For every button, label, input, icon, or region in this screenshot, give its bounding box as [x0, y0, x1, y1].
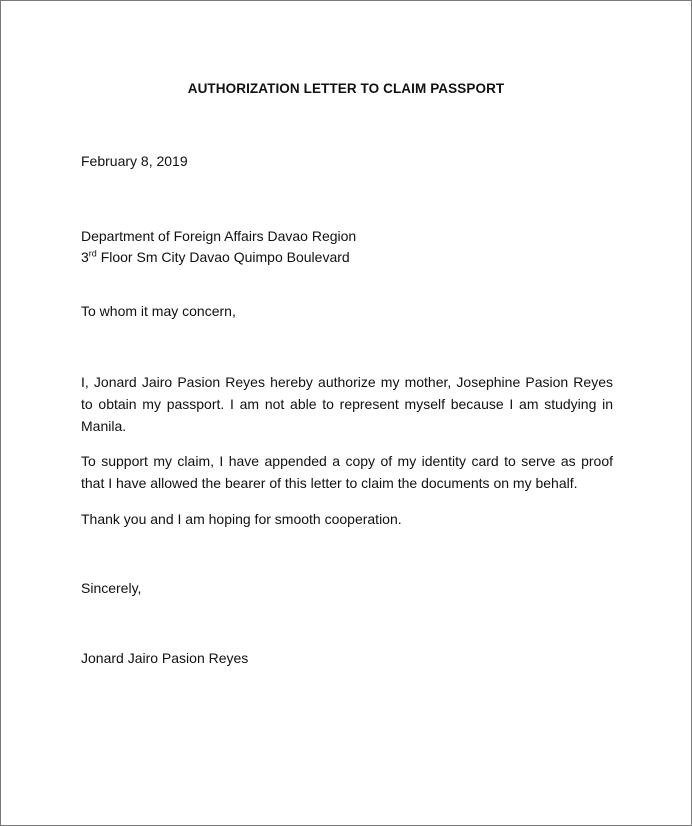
recipient-address	[81, 247, 350, 267]
recipient-name: Department of Foreign Affairs Davao Region	[81, 228, 357, 244]
body-paragraph-3: Thank you and I am hoping for smooth cooperation.	[81, 511, 402, 527]
body-paragraph-2: To support my claim, I have appended a copy of my identity card to serve as proof that I have allowed the bearer of this letter to claim the documents on my behalf.	[81, 453, 613, 491]
address-rest: Floor Sm City Davao Quimpo Boulevard	[96, 249, 350, 265]
signature-name: Jonard Jairo Pasion Reyes	[81, 650, 249, 666]
body-paragraph-1: I, Jonard Jairo Pasion Reyes hereby authorize my mother, Josephine Pasion Reyes to obtain my passport. I am not able to represent myself because I am studying in Manila.	[81, 374, 613, 434]
address-ordinal-suffix: rd	[88, 248, 97, 259]
closing: Sincerely,	[81, 580, 142, 596]
address-ordinal: 3	[81, 249, 89, 265]
letter-date: February 8, 2019	[81, 153, 188, 169]
salutation: To whom it may concern,	[81, 303, 236, 319]
letter-title: AUTHORIZATION LETTER TO CLAIM PASSPORT	[187, 81, 505, 96]
